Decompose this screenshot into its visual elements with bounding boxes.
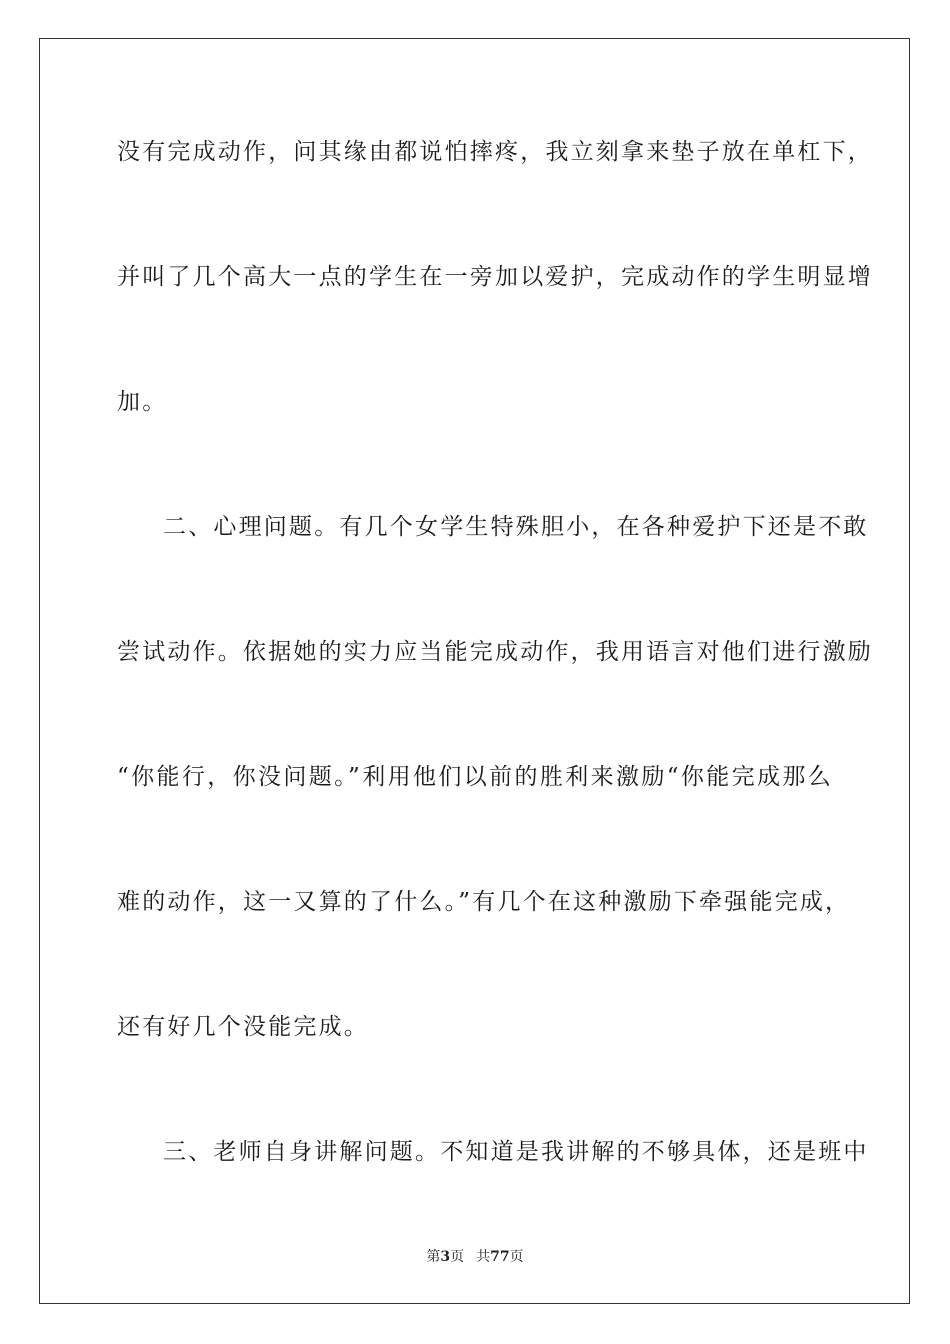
- page-number: 3: [440, 1249, 451, 1265]
- page-suffix: 页: [450, 1249, 465, 1265]
- page-border: [39, 38, 910, 1304]
- body-text-line: 并叫了几个高大一点的学生在一旁加以爱护，完成动作的学生明显增: [117, 264, 873, 290]
- body-text-line: 尝试动作。依据她的实力应当能完成动作，我用语言对他们进行激励: [117, 639, 873, 665]
- paragraph-heading-line: 二、心理问题。有几个女学生特殊胆小，在各种爱护下还是不敢: [163, 514, 869, 540]
- total-suffix: 页: [509, 1249, 524, 1265]
- body-text-line: 没有完成动作，问其缘由都说怕摔疼，我立刻拿来垫子放在单杠下，: [117, 139, 873, 165]
- body-text-line: 还有好几个没能完成。: [117, 1014, 369, 1040]
- total-pages: 77: [490, 1249, 510, 1265]
- total-prefix: 共: [476, 1249, 491, 1265]
- body-text-line: “你能行，你没问题。”利用他们以前的胜利来激励“你能完成那么: [117, 764, 833, 790]
- paragraph-heading-line: 三、老师自身讲解问题。不知道是我讲解的不够具体，还是班中: [163, 1139, 869, 1165]
- body-text-line: 加。: [117, 389, 168, 415]
- page-footer: [0, 1248, 950, 1266]
- body-text-line: 难的动作，这一又算的了什么。”有几个在这种激励下牵强能完成，: [117, 889, 851, 915]
- page-prefix: 第: [426, 1249, 441, 1265]
